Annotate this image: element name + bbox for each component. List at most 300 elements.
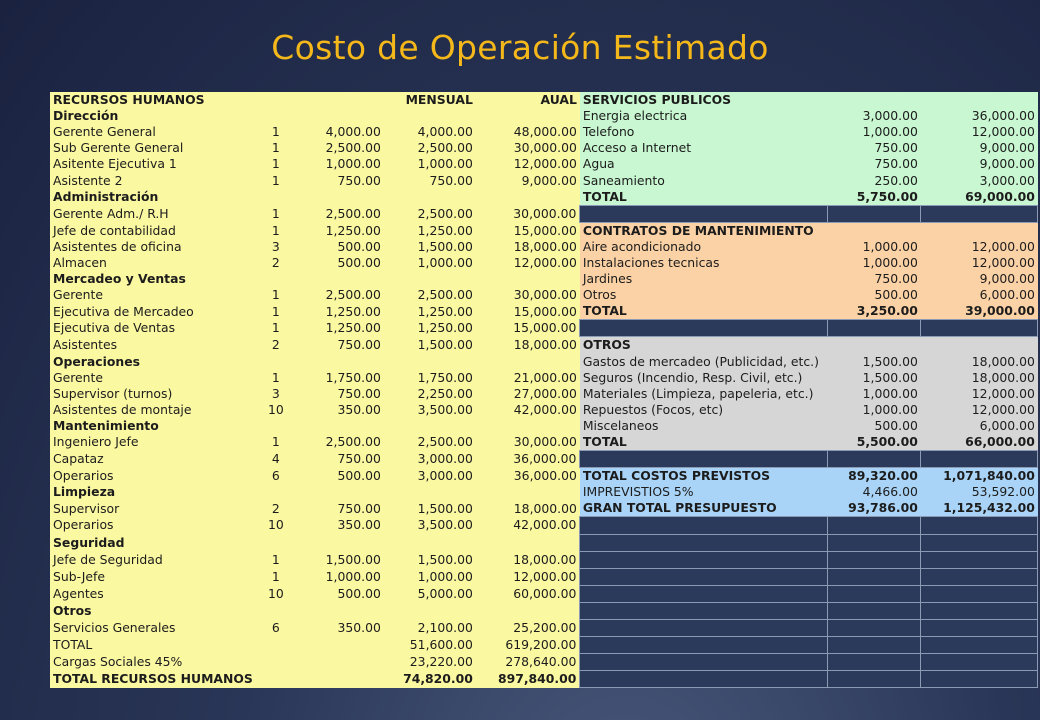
row-anual: 15,000.00 (476, 303, 580, 320)
empty-cell (921, 620, 1038, 637)
empty-cell (828, 620, 921, 637)
empty-cell (384, 189, 476, 206)
table-row (50, 468, 1038, 485)
empty-cell (828, 205, 921, 222)
row-qty: 10 (256, 517, 296, 534)
row-qty: 1 (256, 205, 296, 222)
row-qty: 1 (256, 370, 296, 386)
empty-cell (296, 92, 384, 108)
table-row (50, 637, 1038, 654)
row-mensual: 3,500.00 (384, 517, 476, 534)
row-unit-cost: 750.00 (296, 172, 384, 188)
row-anual: 1,071,840.00 (921, 468, 1038, 485)
row-mensual: 93,786.00 (828, 500, 921, 517)
row-qty: 1 (256, 124, 296, 140)
empty-cell (580, 517, 828, 534)
row-mensual: 2,100.00 (384, 620, 476, 637)
table-row (50, 418, 1038, 434)
empty-cell (384, 108, 476, 124)
empty-cell (828, 671, 921, 688)
row-mensual: 5,000.00 (384, 585, 476, 602)
row-qty: 3 (256, 239, 296, 255)
row-label: Seguros (Incendio, Resp. Civil, etc.) (580, 370, 828, 386)
row-anual: 12,000.00 (921, 402, 1038, 418)
row-anual: 619,200.00 (476, 637, 580, 654)
row-anual: 18,000.00 (476, 500, 580, 517)
empty-cell (256, 418, 296, 434)
column-header-mensual: MENSUAL (384, 92, 476, 108)
row-label: TOTAL COSTOS PREVISTOS (580, 468, 828, 485)
section-header-label: RECURSOS HUMANOS (50, 92, 256, 108)
row-anual: 18,000.00 (921, 354, 1038, 370)
row-qty: 1 (256, 303, 296, 320)
table-row (50, 620, 1038, 637)
row-label: TOTAL (580, 303, 828, 320)
row-label: Operarios (50, 517, 256, 534)
row-mensual: 3,000.00 (384, 468, 476, 485)
row-mensual: 1,000.00 (384, 568, 476, 585)
row-unit-cost: 1,000.00 (296, 156, 384, 172)
empty-cell (296, 484, 384, 500)
empty-cell (828, 654, 921, 671)
row-label: Agua (580, 156, 828, 172)
empty-cell (828, 517, 921, 534)
table-row (50, 585, 1038, 602)
table-row (50, 108, 1038, 124)
row-anual: 9,000.00 (921, 271, 1038, 287)
section-header-label: SERVICIOS PUBLICOS (580, 92, 828, 108)
row-mensual: 750.00 (828, 156, 921, 172)
row-unit-cost: 2,500.00 (296, 434, 384, 451)
row-anual: 12,000.00 (476, 568, 580, 585)
row-label: Operarios (50, 468, 256, 485)
empty-cell (921, 637, 1038, 654)
empty-cell (828, 534, 921, 551)
row-unit-cost: 750.00 (296, 337, 384, 354)
row-qty (256, 671, 296, 688)
empty-cell (828, 337, 921, 354)
row-mensual: 4,466.00 (828, 484, 921, 500)
table-row (50, 434, 1038, 451)
table-row (50, 205, 1038, 222)
row-mensual: 500.00 (828, 287, 921, 303)
row-qty: 2 (256, 255, 296, 271)
row-label: Gastos de mercadeo (Publicidad, etc.) (580, 354, 828, 370)
row-mensual: 2,500.00 (384, 287, 476, 303)
row-mensual: 4,000.00 (384, 124, 476, 140)
empty-cell (476, 354, 580, 370)
empty-cell (921, 671, 1038, 688)
row-mensual: 1,000.00 (828, 386, 921, 402)
empty-cell (384, 418, 476, 434)
empty-cell (384, 534, 476, 551)
row-unit-cost (296, 654, 384, 671)
row-label: Gerente (50, 287, 256, 303)
row-unit-cost: 350.00 (296, 402, 384, 418)
row-mensual: 500.00 (828, 418, 921, 434)
row-unit-cost: 750.00 (296, 451, 384, 468)
row-mensual: 1,250.00 (384, 320, 476, 337)
row-mensual: 1,250.00 (384, 303, 476, 320)
section-label: Administración (50, 189, 256, 206)
row-label: Miscelaneos (580, 418, 828, 434)
row-label: Acceso a Internet (580, 140, 828, 156)
row-qty: 3 (256, 386, 296, 402)
row-mensual: 1,500.00 (384, 551, 476, 568)
row-label: Ejecutiva de Ventas (50, 320, 256, 337)
row-unit-cost: 500.00 (296, 255, 384, 271)
row-qty: 1 (256, 287, 296, 303)
row-unit-cost: 500.00 (296, 468, 384, 485)
row-label: Supervisor (50, 500, 256, 517)
row-unit-cost: 1,250.00 (296, 222, 384, 239)
row-qty: 6 (256, 468, 296, 485)
empty-cell (580, 654, 828, 671)
row-unit-cost: 750.00 (296, 386, 384, 402)
row-label: Energia electrica (580, 108, 828, 124)
row-label: Jefe de contabilidad (50, 222, 256, 239)
empty-cell (256, 484, 296, 500)
row-mensual: 89,320.00 (828, 468, 921, 485)
row-unit-cost: 2,500.00 (296, 140, 384, 156)
table-row (50, 271, 1038, 287)
row-mensual: 2,500.00 (384, 140, 476, 156)
row-unit-cost: 1,750.00 (296, 370, 384, 386)
row-label: IMPREVISTIOS 5% (580, 484, 828, 500)
empty-cell (921, 517, 1038, 534)
table-row (50, 337, 1038, 354)
table-row (50, 156, 1038, 172)
row-qty (256, 637, 296, 654)
row-qty: 1 (256, 172, 296, 188)
row-anual: 12,000.00 (921, 239, 1038, 255)
row-label: Agentes (50, 585, 256, 602)
row-mensual: 1,750.00 (384, 370, 476, 386)
row-unit-cost: 2,500.00 (296, 205, 384, 222)
row-mensual: 1,000.00 (828, 255, 921, 271)
section-label: Seguridad (50, 534, 256, 551)
row-anual: 9,000.00 (476, 172, 580, 188)
row-label: Supervisor (turnos) (50, 386, 256, 402)
row-label: Repuestos (Focos, etc) (580, 402, 828, 418)
table-row (50, 255, 1038, 271)
row-label: Asistentes de oficina (50, 239, 256, 255)
row-anual: 278,640.00 (476, 654, 580, 671)
row-qty: 10 (256, 402, 296, 418)
row-qty: 1 (256, 222, 296, 239)
empty-cell (921, 551, 1038, 568)
row-label: Jefe de Seguridad (50, 551, 256, 568)
row-anual: 12,000.00 (921, 255, 1038, 271)
row-label: Ejecutiva de Mercadeo (50, 303, 256, 320)
row-label: Otros (580, 287, 828, 303)
row-unit-cost (296, 671, 384, 688)
row-anual: 21,000.00 (476, 370, 580, 386)
empty-cell (921, 602, 1038, 619)
section-label: Dirección (50, 108, 256, 124)
row-mensual: 1,500.00 (384, 239, 476, 255)
row-mensual: 1,000.00 (384, 255, 476, 271)
row-qty: 1 (256, 320, 296, 337)
empty-cell (828, 551, 921, 568)
row-label: Asistentes (50, 337, 256, 354)
table-row (50, 370, 1038, 386)
slide-title: Costo de Operación Estimado (271, 28, 769, 67)
table-row (50, 386, 1038, 402)
empty-cell (296, 108, 384, 124)
table-row (50, 354, 1038, 370)
section-label: Mercadeo y Ventas (50, 271, 256, 287)
row-mensual: 3,000.00 (828, 108, 921, 124)
row-unit-cost: 500.00 (296, 239, 384, 255)
empty-cell (256, 271, 296, 287)
row-anual: 36,000.00 (476, 468, 580, 485)
row-qty: 1 (256, 434, 296, 451)
empty-cell (828, 92, 921, 108)
empty-cell (476, 418, 580, 434)
empty-cell (476, 189, 580, 206)
empty-cell (384, 602, 476, 619)
row-mensual: 1,000.00 (828, 402, 921, 418)
row-label: Asistentes de montaje (50, 402, 256, 418)
table-row (50, 451, 1038, 468)
row-label: TOTAL (580, 189, 828, 206)
row-mensual: 23,220.00 (384, 654, 476, 671)
table-row (50, 172, 1038, 188)
table-row (50, 189, 1038, 206)
empty-cell (921, 534, 1038, 551)
row-mensual: 1,500.00 (384, 337, 476, 354)
row-unit-cost (296, 637, 384, 654)
row-anual: 15,000.00 (476, 320, 580, 337)
row-anual: 15,000.00 (476, 222, 580, 239)
empty-cell (384, 354, 476, 370)
row-label: GRAN TOTAL PRESUPUESTO (580, 500, 828, 517)
empty-cell (580, 671, 828, 688)
row-anual: 897,840.00 (476, 671, 580, 688)
row-qty: 2 (256, 500, 296, 517)
empty-cell (580, 637, 828, 654)
empty-cell (921, 205, 1038, 222)
empty-cell (828, 320, 921, 337)
empty-cell (256, 92, 296, 108)
row-label: Gerente General (50, 124, 256, 140)
empty-cell (296, 602, 384, 619)
row-mensual: 5,500.00 (828, 434, 921, 451)
empty-cell (828, 568, 921, 585)
row-label: Ingeniero Jefe (50, 434, 256, 451)
table-row (50, 303, 1038, 320)
section-label: Mantenimiento (50, 418, 256, 434)
row-anual: 30,000.00 (476, 434, 580, 451)
row-anual: 1,125,432.00 (921, 500, 1038, 517)
section-label: Limpieza (50, 484, 256, 500)
row-mensual: 1,000.00 (828, 239, 921, 255)
row-anual: 42,000.00 (476, 402, 580, 418)
row-anual: 48,000.00 (476, 124, 580, 140)
row-qty (256, 654, 296, 671)
row-mensual: 2,250.00 (384, 386, 476, 402)
empty-cell (921, 451, 1038, 468)
empty-cell (580, 602, 828, 619)
row-mensual: 250.00 (828, 172, 921, 188)
empty-cell (296, 418, 384, 434)
row-anual: 42,000.00 (476, 517, 580, 534)
row-label: Servicios Generales (50, 620, 256, 637)
empty-cell (384, 271, 476, 287)
row-anual: 12,000.00 (921, 386, 1038, 402)
empty-cell (828, 451, 921, 468)
row-anual: 12,000.00 (921, 124, 1038, 140)
table-row (50, 534, 1038, 551)
row-mensual: 51,600.00 (384, 637, 476, 654)
row-unit-cost: 500.00 (296, 585, 384, 602)
row-qty: 1 (256, 551, 296, 568)
row-unit-cost: 1,000.00 (296, 568, 384, 585)
row-anual: 30,000.00 (476, 140, 580, 156)
empty-cell (476, 484, 580, 500)
row-label: Asitente Ejecutiva 1 (50, 156, 256, 172)
table-row (50, 517, 1038, 534)
section-label: Operaciones (50, 354, 256, 370)
table-row (50, 654, 1038, 671)
row-label: Aire acondicionado (580, 239, 828, 255)
row-anual: 30,000.00 (476, 287, 580, 303)
table-row (50, 602, 1038, 619)
empty-cell (256, 534, 296, 551)
row-mensual: 1,000.00 (384, 156, 476, 172)
row-unit-cost: 1,500.00 (296, 551, 384, 568)
row-label: TOTAL RECURSOS HUMANOS (50, 671, 256, 688)
empty-cell (921, 222, 1038, 239)
row-unit-cost: 350.00 (296, 517, 384, 534)
empty-cell (256, 602, 296, 619)
row-label: Cargas Sociales 45% (50, 654, 256, 671)
empty-cell (580, 585, 828, 602)
row-mensual: 3,000.00 (384, 451, 476, 468)
row-mensual: 1,500.00 (384, 500, 476, 517)
cost-table (50, 92, 1038, 688)
row-anual: 18,000.00 (476, 551, 580, 568)
row-unit-cost: 1,250.00 (296, 320, 384, 337)
table-row (50, 124, 1038, 140)
empty-cell (580, 205, 828, 222)
empty-cell (580, 534, 828, 551)
column-header-anual: AUAL (476, 92, 580, 108)
table-row (50, 568, 1038, 585)
row-mensual: 750.00 (828, 271, 921, 287)
row-label: Sub-Jefe (50, 568, 256, 585)
row-unit-cost: 350.00 (296, 620, 384, 637)
empty-cell (828, 602, 921, 619)
row-anual: 66,000.00 (921, 434, 1038, 451)
empty-cell (828, 585, 921, 602)
empty-cell (256, 108, 296, 124)
row-anual: 6,000.00 (921, 418, 1038, 434)
empty-cell (580, 568, 828, 585)
row-mensual: 3,250.00 (828, 303, 921, 320)
row-anual: 30,000.00 (476, 205, 580, 222)
table-row (50, 671, 1038, 688)
row-unit-cost: 1,250.00 (296, 303, 384, 320)
row-label: Asistente 2 (50, 172, 256, 188)
row-qty: 6 (256, 620, 296, 637)
table-row (50, 239, 1038, 255)
table-row (50, 551, 1038, 568)
row-qty: 1 (256, 156, 296, 172)
table-row (50, 500, 1038, 517)
row-anual: 69,000.00 (921, 189, 1038, 206)
empty-cell (828, 637, 921, 654)
row-label: TOTAL (50, 637, 256, 654)
row-label: Jardines (580, 271, 828, 287)
row-qty: 1 (256, 568, 296, 585)
empty-cell (384, 484, 476, 500)
row-anual: 39,000.00 (921, 303, 1038, 320)
row-mensual: 750.00 (828, 140, 921, 156)
table-row (50, 320, 1038, 337)
empty-cell (580, 620, 828, 637)
empty-cell (580, 320, 828, 337)
empty-cell (921, 568, 1038, 585)
row-label: Gerente (50, 370, 256, 386)
empty-cell (921, 320, 1038, 337)
row-mensual: 2,500.00 (384, 434, 476, 451)
row-anual: 12,000.00 (476, 156, 580, 172)
row-qty: 2 (256, 337, 296, 354)
table-row (50, 287, 1038, 303)
row-mensual: 1,500.00 (828, 354, 921, 370)
row-anual: 6,000.00 (921, 287, 1038, 303)
empty-cell (296, 354, 384, 370)
section-label: Otros (50, 602, 256, 619)
row-unit-cost: 4,000.00 (296, 124, 384, 140)
row-label: Saneamiento (580, 172, 828, 188)
section-header-label: CONTRATOS DE MANTENIMIENTO (580, 222, 828, 239)
empty-cell (921, 337, 1038, 354)
row-unit-cost: 750.00 (296, 500, 384, 517)
row-anual: 25,200.00 (476, 620, 580, 637)
row-anual: 9,000.00 (921, 156, 1038, 172)
row-mensual: 3,500.00 (384, 402, 476, 418)
empty-cell (921, 585, 1038, 602)
row-anual: 36,000.00 (476, 451, 580, 468)
table-row (50, 222, 1038, 239)
row-label: Almacen (50, 255, 256, 271)
empty-cell (296, 534, 384, 551)
row-label: Gerente Adm./ R.H (50, 205, 256, 222)
empty-cell (580, 451, 828, 468)
row-mensual: 750.00 (384, 172, 476, 188)
row-anual: 3,000.00 (921, 172, 1038, 188)
row-anual: 36,000.00 (921, 108, 1038, 124)
row-qty: 1 (256, 140, 296, 156)
table-row (50, 484, 1038, 500)
row-qty: 10 (256, 585, 296, 602)
row-mensual: 5,750.00 (828, 189, 921, 206)
empty-cell (296, 189, 384, 206)
row-anual: 18,000.00 (476, 239, 580, 255)
empty-cell (476, 534, 580, 551)
row-mensual: 1,500.00 (828, 370, 921, 386)
row-anual: 18,000.00 (921, 370, 1038, 386)
empty-cell (580, 551, 828, 568)
row-anual: 9,000.00 (921, 140, 1038, 156)
row-label: Sub Gerente General (50, 140, 256, 156)
empty-cell (296, 271, 384, 287)
row-mensual: 74,820.00 (384, 671, 476, 688)
table-row (50, 140, 1038, 156)
